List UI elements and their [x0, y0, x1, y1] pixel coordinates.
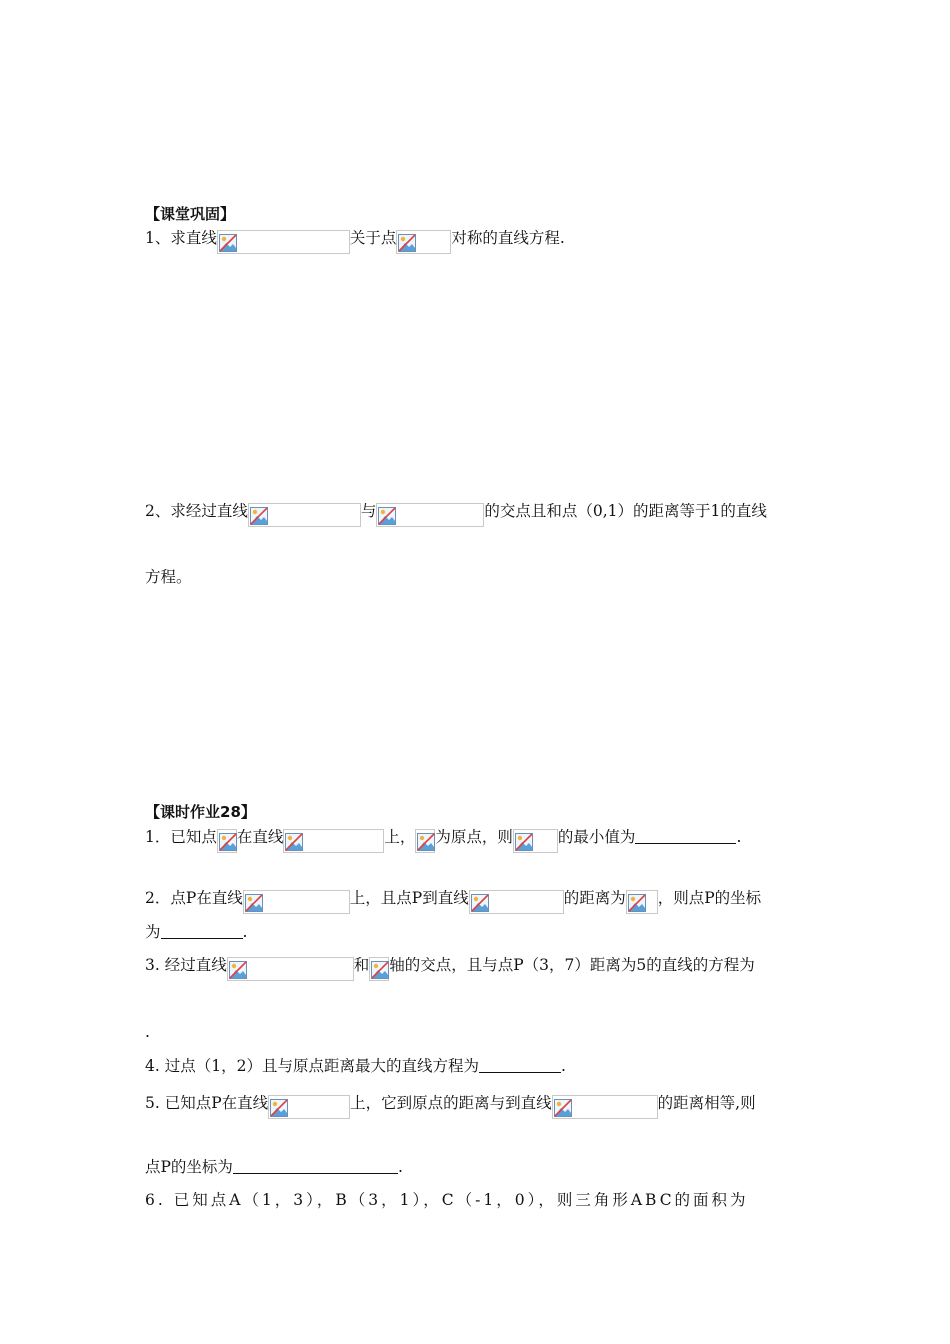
- text: 点P的坐标为: [145, 1158, 233, 1176]
- section-heading-classroom: 【课堂巩固】: [145, 205, 236, 223]
- broken-image-icon: [378, 507, 396, 525]
- question-2-2: [145, 885, 761, 911]
- question-2-4: [145, 1053, 566, 1079]
- text: ，则点P的坐标: [657, 889, 762, 907]
- text: 在直线: [236, 828, 284, 846]
- broken-image-icon: [417, 833, 435, 851]
- answer-blank: [635, 828, 736, 844]
- broken-image-icon: [219, 234, 237, 252]
- section-heading-homework: 【课时作业28】: [145, 803, 256, 821]
- formula-image: [626, 890, 658, 914]
- broken-image-icon: [398, 234, 416, 252]
- formula-image: [268, 1095, 350, 1119]
- formula-image: [283, 829, 384, 853]
- question-1-1: [145, 225, 565, 251]
- answer-blank: [161, 923, 243, 939]
- broken-image-icon: [245, 894, 263, 912]
- text: 的交点且和点（0,1）的距离等于1的直线: [484, 502, 767, 520]
- text: 与: [360, 502, 377, 520]
- question-2-5-cont: [145, 1154, 403, 1180]
- formula-image: [227, 957, 354, 981]
- text: 5. 已知点P在直线: [145, 1094, 269, 1112]
- text: 1．已知点: [145, 828, 217, 846]
- broken-image-icon: [371, 961, 389, 979]
- text: .: [736, 828, 742, 846]
- formula-image: [217, 230, 350, 254]
- question-2-2-cont: [145, 919, 247, 945]
- broken-image-icon: [270, 1099, 288, 1117]
- answer-blank: [233, 1158, 398, 1174]
- text: 对称的直线方程.: [451, 229, 565, 247]
- question-1-2-cont: 方程。: [145, 568, 192, 586]
- formula-image: [248, 503, 361, 527]
- formula-image: [552, 1095, 658, 1119]
- text: 的最小值为: [557, 828, 636, 846]
- broken-image-icon: [628, 894, 646, 912]
- text: 3. 经过直线: [145, 956, 227, 974]
- formula-image: [243, 890, 350, 914]
- broken-image-icon: [554, 1099, 572, 1117]
- text: .: [560, 1057, 566, 1075]
- text: .: [397, 1158, 403, 1176]
- formula-image: [217, 829, 237, 853]
- formula-image: [415, 829, 435, 853]
- text: 为原点，则: [435, 828, 513, 846]
- text: .: [242, 923, 248, 941]
- text: 为: [145, 923, 161, 941]
- text: 4. 过点（1，2）且与原点距离最大的直线方程为: [145, 1057, 479, 1075]
- formula-image: [396, 230, 451, 254]
- broken-image-icon: [219, 833, 237, 851]
- question-2-6: 6. 已知点A（1，3），B（3，1），C（-1，0），则三角形ABC的面积为: [145, 1191, 749, 1209]
- text: 2．点P在直线: [145, 889, 243, 907]
- text: 关于点: [349, 229, 397, 247]
- broken-image-icon: [229, 961, 247, 979]
- text: 和: [353, 956, 370, 974]
- broken-image-icon: [515, 833, 533, 851]
- question-2-5: [145, 1090, 756, 1116]
- text: 1、求直线: [145, 229, 217, 247]
- text: 的距离相等,则: [657, 1094, 756, 1112]
- broken-image-icon: [471, 894, 489, 912]
- text: 的距离为: [563, 889, 626, 907]
- formula-image: [469, 890, 564, 914]
- text: 上，它到原点的距离与到直线: [350, 1094, 552, 1112]
- broken-image-icon: [250, 507, 268, 525]
- question-2-1: [145, 824, 741, 850]
- broken-image-icon: [285, 833, 303, 851]
- answer-blank: [479, 1057, 561, 1073]
- formula-image: [513, 829, 558, 853]
- text: 上，且点P到直线: [349, 889, 469, 907]
- text: 上，: [384, 828, 416, 846]
- question-2-3: [145, 952, 755, 978]
- question-1-2: [145, 498, 767, 524]
- question-2-3-cont: .: [145, 1023, 150, 1041]
- text: 轴的交点，且与点P（3，7）距离为5的直线的方程为: [389, 956, 755, 974]
- formula-image: [369, 957, 389, 981]
- text: 2、求经过直线: [145, 502, 248, 520]
- formula-image: [376, 503, 484, 527]
